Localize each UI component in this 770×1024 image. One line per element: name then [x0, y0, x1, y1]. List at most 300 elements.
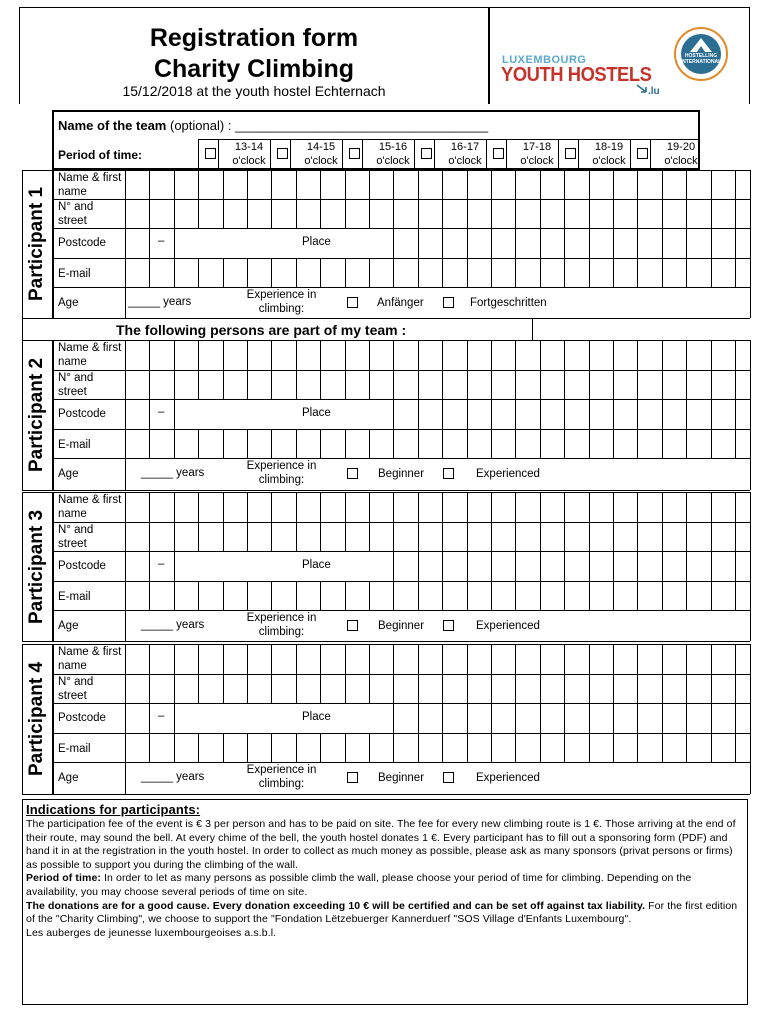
rule — [491, 370, 492, 399]
rule — [198, 340, 199, 370]
rule — [271, 340, 272, 370]
rule — [613, 581, 614, 610]
rule — [345, 492, 346, 522]
rule — [467, 492, 468, 522]
rule — [247, 340, 248, 370]
participant-heading: Participant 1 — [26, 186, 47, 302]
rule — [662, 551, 663, 581]
rule — [52, 228, 750, 229]
rule — [711, 522, 712, 551]
rule — [418, 228, 419, 258]
rule — [198, 522, 199, 551]
experience-option1: Beginner — [378, 772, 425, 784]
rule — [125, 492, 126, 522]
rule — [686, 429, 687, 458]
rule — [296, 674, 297, 703]
experience-option2: Experienced — [476, 468, 540, 480]
period-slot-hours: 16-17 — [450, 141, 480, 153]
rule — [515, 522, 516, 551]
rule — [515, 370, 516, 399]
period-slot-unit: o'clock — [520, 155, 554, 167]
rule — [296, 644, 297, 674]
period-slot-hours: 18-19 — [594, 141, 624, 153]
rule — [125, 228, 126, 258]
hostelling-international-badge-icon: HOSTELLING INTERNATIONAL — [674, 27, 728, 81]
rule — [491, 429, 492, 458]
experience-option2-checkbox[interactable] — [443, 468, 454, 479]
participant-heading: Participant 4 — [26, 661, 47, 777]
rule — [613, 429, 614, 458]
rule — [369, 340, 370, 370]
rule — [467, 399, 468, 429]
rule — [515, 199, 516, 228]
rule — [345, 170, 346, 199]
rule — [564, 370, 565, 399]
rule — [686, 258, 687, 287]
rule — [125, 644, 126, 674]
rule — [271, 733, 272, 762]
period-checkbox-14-15[interactable] — [277, 148, 288, 159]
rule — [149, 703, 150, 733]
rule — [393, 370, 394, 399]
rule — [515, 340, 516, 370]
rule — [198, 733, 199, 762]
rule — [369, 199, 370, 228]
rule — [540, 551, 541, 581]
postcode-label: Postcode — [58, 712, 106, 724]
rule — [418, 551, 419, 581]
place-label: Place — [302, 407, 331, 419]
street-label: street — [58, 215, 87, 227]
rule — [418, 170, 419, 199]
rule — [125, 340, 126, 370]
rule — [613, 228, 614, 258]
rule — [564, 703, 565, 733]
postcode-dash: – — [158, 558, 165, 570]
rule — [52, 287, 750, 288]
rule — [320, 258, 321, 287]
age-label: Age — [58, 297, 79, 309]
rule — [613, 522, 614, 551]
rule — [637, 170, 638, 199]
rule — [735, 492, 736, 522]
rule — [467, 258, 468, 287]
rule — [393, 340, 394, 370]
place-label: Place — [302, 236, 331, 248]
rule — [735, 340, 736, 370]
period-checkbox-18-19[interactable] — [565, 148, 576, 159]
rule — [491, 170, 492, 199]
rule — [442, 370, 443, 399]
postcode-label: Postcode — [58, 560, 106, 572]
indications-heading: Indications for participants: — [26, 802, 201, 817]
rule — [271, 674, 272, 703]
age-years: _____ years — [141, 619, 205, 631]
rule — [467, 370, 468, 399]
rule — [271, 581, 272, 610]
rule — [271, 199, 272, 228]
rule — [296, 492, 297, 522]
rule — [735, 644, 736, 674]
rule — [149, 551, 150, 581]
rule — [467, 199, 468, 228]
rule — [711, 228, 712, 258]
rule — [22, 170, 750, 171]
rule — [589, 674, 590, 703]
rule — [52, 581, 750, 582]
rule — [290, 139, 291, 170]
rule — [149, 199, 150, 228]
rule — [662, 370, 663, 399]
rule — [564, 522, 565, 551]
rule — [149, 170, 150, 199]
rule — [564, 492, 565, 522]
rule — [418, 644, 419, 674]
rule — [711, 370, 712, 399]
rule — [149, 581, 150, 610]
rule — [467, 644, 468, 674]
rule — [52, 644, 54, 794]
rule — [418, 399, 419, 429]
rule — [711, 429, 712, 458]
rule — [345, 429, 346, 458]
rule — [218, 139, 219, 170]
rule — [442, 581, 443, 610]
postcode-dash: – — [158, 406, 165, 418]
rule — [52, 170, 54, 318]
rule — [418, 492, 419, 522]
experience-option1: Beginner — [378, 468, 425, 480]
rule — [296, 429, 297, 458]
rule — [735, 399, 736, 429]
period-checkbox-17-18[interactable] — [493, 148, 504, 159]
rule — [418, 522, 419, 551]
experience-label: Experience in — [246, 289, 317, 301]
indications-period: Period of time: In order to let as many persons as possible climb the wall, please choose your period of time for climbing. Depending on the availability, you may choose several periods of time on site. — [26, 872, 692, 898]
rule — [515, 399, 516, 429]
rule — [442, 492, 443, 522]
rule — [662, 258, 663, 287]
rule — [125, 199, 126, 228]
rule — [540, 429, 541, 458]
rule — [345, 644, 346, 674]
experience-option1: Anfänger — [377, 297, 424, 309]
rule — [711, 644, 712, 674]
rule — [515, 733, 516, 762]
rule — [22, 644, 750, 645]
rule — [125, 258, 126, 287]
rule — [223, 340, 224, 370]
rule — [174, 429, 175, 458]
rule — [442, 170, 443, 199]
email-label: E-mail — [58, 743, 91, 755]
rule — [174, 551, 175, 581]
rule — [491, 733, 492, 762]
participant-heading: Participant 3 — [26, 509, 47, 624]
rule — [271, 370, 272, 399]
rule — [149, 258, 150, 287]
rule — [686, 703, 687, 733]
rule — [149, 228, 150, 258]
period-checkbox-15-16[interactable] — [349, 148, 360, 159]
rule — [223, 170, 224, 199]
rule — [467, 551, 468, 581]
rule — [418, 370, 419, 399]
rule — [686, 199, 687, 228]
rule — [369, 674, 370, 703]
rule — [345, 340, 346, 370]
rule — [22, 318, 750, 319]
rule — [418, 703, 419, 733]
rule — [223, 581, 224, 610]
rule — [515, 492, 516, 522]
rule — [750, 170, 751, 318]
experience-option2-checkbox[interactable] — [443, 297, 454, 308]
rule — [223, 492, 224, 522]
rule — [418, 581, 419, 610]
period-checkbox-13-14[interactable] — [205, 148, 216, 159]
rule — [418, 258, 419, 287]
rule — [125, 458, 126, 490]
rule — [711, 674, 712, 703]
rule — [711, 199, 712, 228]
age-label: Age — [58, 772, 79, 784]
rule — [296, 522, 297, 551]
rule — [637, 228, 638, 258]
rule — [637, 429, 638, 458]
rule — [320, 644, 321, 674]
period-checkbox-16-17[interactable] — [421, 148, 432, 159]
street-label: N° and — [58, 372, 94, 384]
name-label: Name & first — [58, 494, 122, 506]
rule — [296, 581, 297, 610]
rule — [564, 429, 565, 458]
rule — [662, 581, 663, 610]
rule — [52, 370, 750, 371]
rule — [174, 340, 175, 370]
rule — [442, 522, 443, 551]
rule — [247, 644, 248, 674]
rule — [540, 228, 541, 258]
rule — [223, 199, 224, 228]
rule — [369, 370, 370, 399]
rule — [345, 199, 346, 228]
rule — [223, 258, 224, 287]
rule — [223, 429, 224, 458]
rule — [393, 581, 394, 610]
rule — [564, 581, 565, 610]
experience-option2-checkbox[interactable] — [443, 620, 454, 631]
rule — [149, 492, 150, 522]
rule — [22, 644, 23, 794]
rule — [320, 370, 321, 399]
rule — [613, 644, 614, 674]
rule — [198, 370, 199, 399]
rule — [22, 318, 23, 340]
rule — [271, 258, 272, 287]
period-checkbox-19-20[interactable] — [637, 148, 648, 159]
email-label: E-mail — [58, 591, 91, 603]
rule — [22, 794, 750, 795]
rule — [735, 674, 736, 703]
rule — [506, 139, 507, 170]
rule — [637, 492, 638, 522]
rule — [125, 733, 126, 762]
rule — [589, 199, 590, 228]
period-slot-hours: 17-18 — [522, 141, 552, 153]
rule — [247, 522, 248, 551]
rule — [320, 170, 321, 199]
rule — [393, 522, 394, 551]
experience-option1-checkbox[interactable] — [347, 772, 358, 783]
rule — [750, 492, 751, 641]
rule — [52, 199, 750, 200]
indications-box — [22, 799, 748, 1005]
rule — [22, 340, 23, 490]
rule — [223, 370, 224, 399]
rule — [589, 492, 590, 522]
rule — [711, 581, 712, 610]
rule — [320, 199, 321, 228]
rule — [393, 199, 394, 228]
rule — [532, 318, 533, 340]
rule — [564, 644, 565, 674]
rule — [515, 703, 516, 733]
rule — [174, 644, 175, 674]
rule — [515, 429, 516, 458]
rule — [589, 228, 590, 258]
rule — [149, 522, 150, 551]
rule — [320, 429, 321, 458]
rule — [52, 610, 750, 611]
experience-option1-checkbox[interactable] — [347, 468, 358, 479]
rule — [174, 370, 175, 399]
rule — [247, 370, 248, 399]
rule — [271, 492, 272, 522]
rule — [662, 733, 663, 762]
rule — [564, 340, 565, 370]
rule — [467, 703, 468, 733]
rule — [686, 644, 687, 674]
rule — [198, 644, 199, 674]
experience-option1-checkbox[interactable] — [347, 297, 358, 308]
experience-option2: Experienced — [476, 772, 540, 784]
rule — [637, 340, 638, 370]
rule — [662, 492, 663, 522]
rule — [564, 733, 565, 762]
rule — [418, 340, 419, 370]
rule — [434, 139, 435, 170]
rule — [52, 522, 750, 523]
rule — [174, 733, 175, 762]
rule — [52, 703, 750, 704]
rule — [589, 170, 590, 199]
rule — [515, 674, 516, 703]
rule — [125, 399, 126, 429]
email-label: E-mail — [58, 439, 91, 451]
rule — [442, 674, 443, 703]
rule — [686, 522, 687, 551]
rule — [540, 703, 541, 733]
rule — [52, 733, 750, 734]
rule — [589, 429, 590, 458]
street-label: N° and — [58, 676, 94, 688]
rule — [198, 492, 199, 522]
rule — [662, 429, 663, 458]
rule — [52, 492, 54, 641]
rule — [711, 258, 712, 287]
rule — [345, 258, 346, 287]
name-label: Name & first — [58, 646, 122, 658]
rule — [735, 551, 736, 581]
rule — [369, 429, 370, 458]
rule — [125, 610, 126, 641]
rule — [735, 228, 736, 258]
experience-option2-checkbox[interactable] — [443, 772, 454, 783]
experience-label: Experience in — [246, 764, 317, 776]
rule — [637, 581, 638, 610]
participant-heading: Participant 2 — [26, 357, 47, 473]
age-label: Age — [58, 620, 79, 632]
rule — [271, 522, 272, 551]
rule — [223, 644, 224, 674]
rule — [393, 492, 394, 522]
name-label: name — [58, 508, 87, 520]
rule — [418, 429, 419, 458]
rule — [491, 492, 492, 522]
rule — [711, 733, 712, 762]
rule — [320, 581, 321, 610]
rule — [662, 522, 663, 551]
rule — [125, 581, 126, 610]
rule — [735, 170, 736, 199]
postcode-dash: – — [158, 235, 165, 247]
rule — [393, 733, 394, 762]
rule — [564, 228, 565, 258]
rule — [22, 340, 750, 341]
rule — [637, 703, 638, 733]
rule — [52, 674, 750, 675]
rule — [467, 733, 468, 762]
rule — [540, 340, 541, 370]
rule — [125, 674, 126, 703]
period-slot-hours: 13-14 — [234, 141, 264, 153]
rule — [296, 370, 297, 399]
rule — [247, 492, 248, 522]
rule — [393, 228, 394, 258]
rule — [613, 258, 614, 287]
rule — [735, 370, 736, 399]
rule — [540, 399, 541, 429]
rule — [393, 170, 394, 199]
rule — [589, 258, 590, 287]
rule — [393, 674, 394, 703]
rule — [515, 644, 516, 674]
rule — [540, 199, 541, 228]
rule — [174, 258, 175, 287]
rule — [686, 551, 687, 581]
rule — [270, 139, 271, 170]
rule — [247, 199, 248, 228]
experience-option1-checkbox[interactable] — [347, 620, 358, 631]
rule — [174, 703, 175, 733]
rule — [198, 170, 199, 199]
rule — [296, 199, 297, 228]
rule — [198, 258, 199, 287]
rule — [198, 674, 199, 703]
experience-label: climbing: — [258, 778, 305, 790]
rule — [491, 399, 492, 429]
